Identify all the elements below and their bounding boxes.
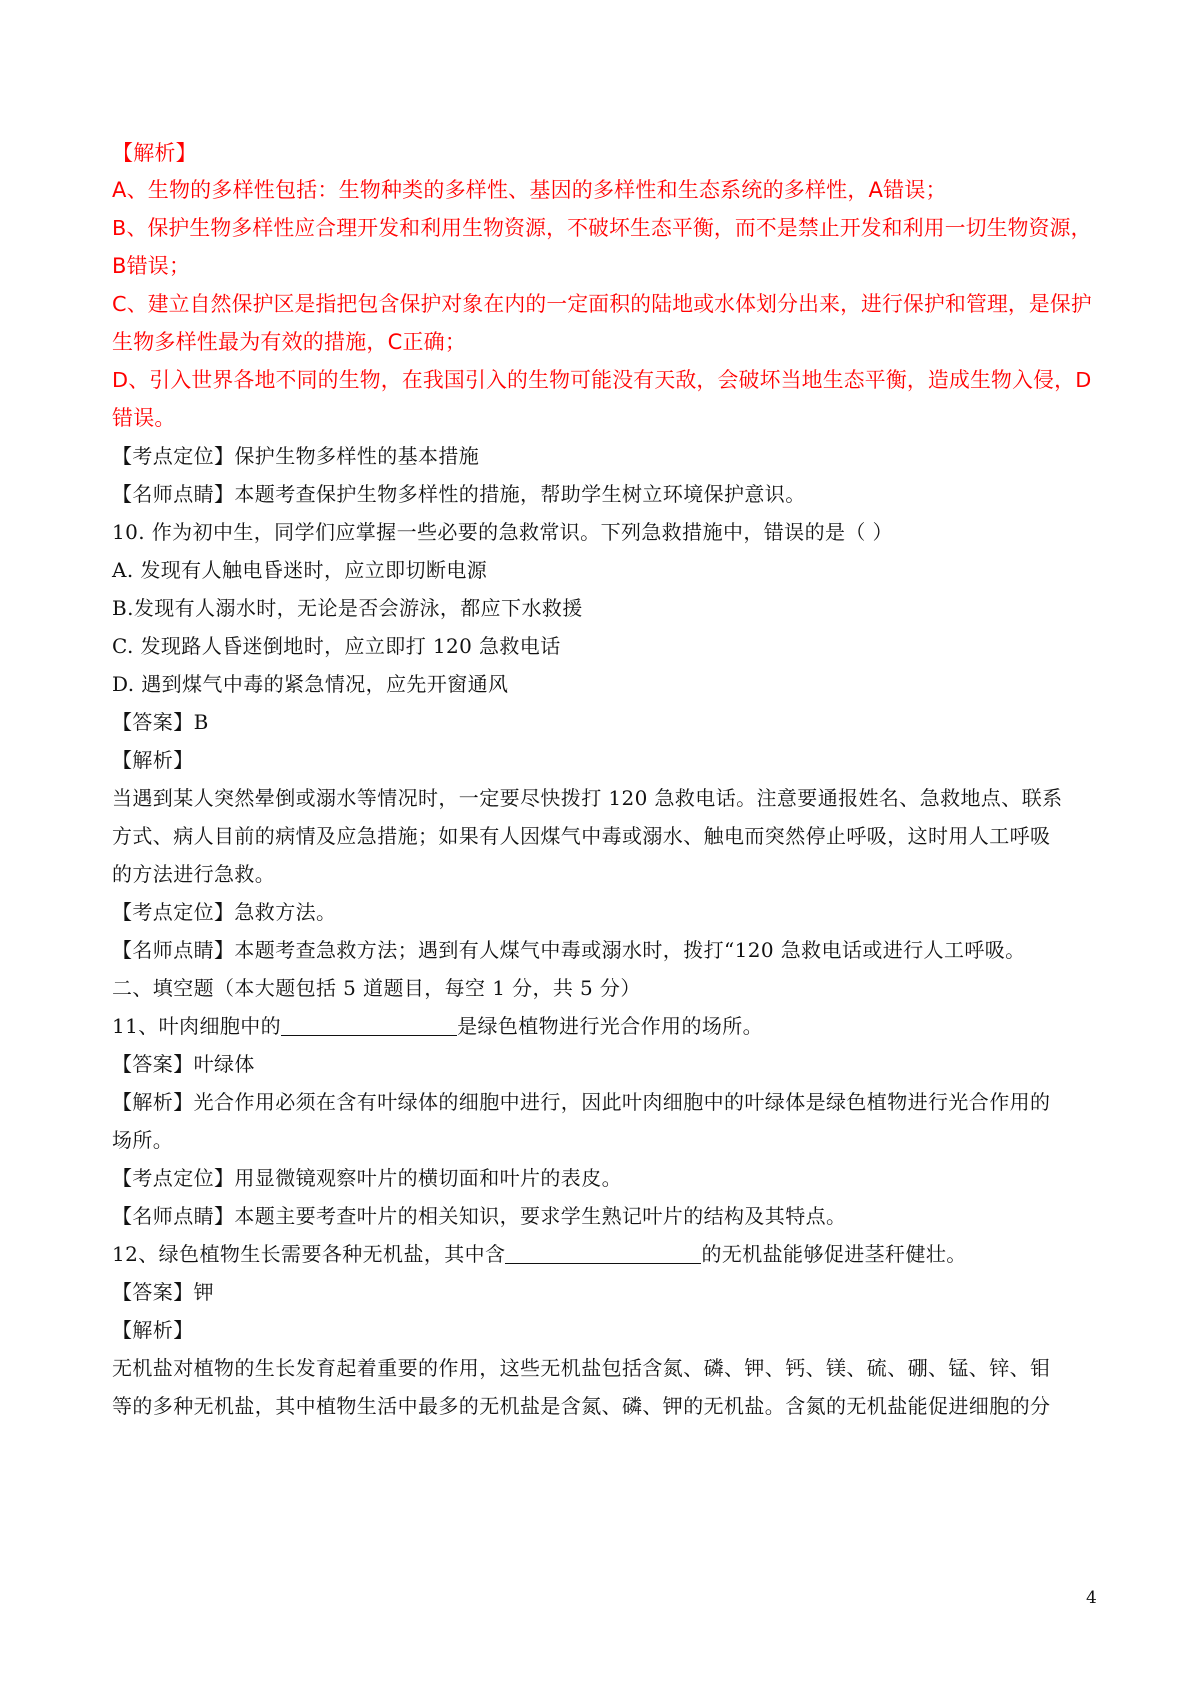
q10-analysis-line1: 当遇到某人突然晕倒或溺水等情况时，一定要尽快拨打 120 急救电话。注意要通报姓名、急救地点、联系 <box>112 786 1063 810</box>
q11-mingshi: 【名师点睛】本题主要考查叶片的相关知识，要求学生熟记叶片的结构及其特点。 <box>112 1204 847 1228</box>
q10-mingshi: 【名师点睛】本题考查急救方法；遇到有人煤气中毒或溺水时，拨打“120 急救电话或进行人工呼吸。 <box>112 938 1026 962</box>
q9-kaodian: 【考点定位】保护生物多样性的基本措施 <box>112 444 480 468</box>
q10-analysis-line3: 的方法进行急救。 <box>112 862 276 886</box>
q12-answer: 【答案】钾 <box>112 1280 214 1304</box>
q11-kaodian: 【考点定位】用显微镜观察叶片的横切面和叶片的表皮。 <box>112 1166 622 1190</box>
q11-answer: 【答案】叶绿体 <box>112 1052 255 1076</box>
q9-analysis-c-line1: C、建立自然保护区是指把包含保护对象在内的一定面积的陆地或水体划分出来，进行保护和管理，是保护 <box>112 292 1092 316</box>
q11-stem <box>112 1013 763 1039</box>
q9-analysis-b-line1: B、保护生物多样性应合理开发和利用生物资源，不破坏生态平衡，而不是禁止开发和利用一切生物资源， <box>112 216 1092 240</box>
q9-analysis-a: A、生物的多样性包括：生物种类的多样性、基因的多样性和生态系统的多样性，A错误； <box>112 178 947 202</box>
q12-stem <box>112 1241 967 1267</box>
q11-answer-blank <box>281 1015 457 1036</box>
q10-option-c: C. 发现路人昏迷倒地时，应立即打 120 急救电话 <box>112 634 561 658</box>
q10-analysis-heading: 【解析】 <box>112 748 194 772</box>
q12-analysis-heading: 【解析】 <box>112 1318 194 1342</box>
q12-stem-after: 的无机盐能够促进茎秆健壮。 <box>701 1242 967 1266</box>
q12-analysis-line2: 等的多种无机盐，其中植物生活中最多的无机盐是含氮、磷、钾的无机盐。含氮的无机盐能促进细胞的分 <box>112 1394 1051 1418</box>
q10-answer: 【答案】B <box>112 710 209 734</box>
q10-stem: 10. 作为初中生，同学们应掌握一些必要的急救常识。下列急救措施中，错误的是（ ） <box>112 520 893 544</box>
section2-title: 二、填空题（本大题包括 5 道题目，每空 1 分，共 5 分） <box>112 976 641 1000</box>
q12-stem-before: 12、绿色植物生长需要各种无机盐，其中含 <box>112 1242 506 1266</box>
q10-option-d: D. 遇到煤气中毒的紧急情况，应先开窗通风 <box>112 672 509 696</box>
q9-analysis-heading: 【解析】 <box>112 141 197 165</box>
q9-analysis-b-line2: B错误； <box>112 254 191 278</box>
q9-analysis-d-line2: 错误。 <box>112 406 176 430</box>
q11-stem-before: 11、叶肉细胞中的 <box>112 1014 282 1038</box>
q9-analysis-c-line2: 生物多样性最为有效的措施，C正确； <box>112 330 467 354</box>
q10-option-a: A. 发现有人触电昏迷时，应立即切断电源 <box>112 558 488 582</box>
q10-kaodian: 【考点定位】急救方法。 <box>112 900 337 924</box>
q11-analysis-line1: 【解析】光合作用必须在含有叶绿体的细胞中进行，因此叶肉细胞中的叶绿体是绿色植物进行光合作用的 <box>112 1090 1051 1114</box>
q9-mingshi: 【名师点睛】本题考查保护生物多样性的措施，帮助学生树立环境保护意识。 <box>112 482 806 506</box>
q10-option-b: B.发现有人溺水时，无论是否会游泳，都应下水救援 <box>112 596 583 620</box>
q12-answer-blank <box>505 1243 701 1264</box>
page-number: 4 <box>1086 1588 1097 1608</box>
q9-analysis-d-line1: D、引入世界各地不同的生物，在我国引入的生物可能没有天敌，会破坏当地生态平衡，造成生物入侵，D <box>112 368 1092 392</box>
q11-analysis-line2: 场所。 <box>112 1128 174 1152</box>
q12-analysis-line1: 无机盐对植物的生长发育起着重要的作用，这些无机盐包括含氮、磷、钾、钙、镁、硫、硼、锰、锌、钼 <box>112 1356 1051 1380</box>
q11-stem-after: 是绿色植物进行光合作用的场所。 <box>457 1014 764 1038</box>
q10-analysis-line2: 方式、病人目前的病情及应急措施；如果有人因煤气中毒或溺水、触电而突然停止呼吸，这时用人工呼吸 <box>112 824 1051 848</box>
